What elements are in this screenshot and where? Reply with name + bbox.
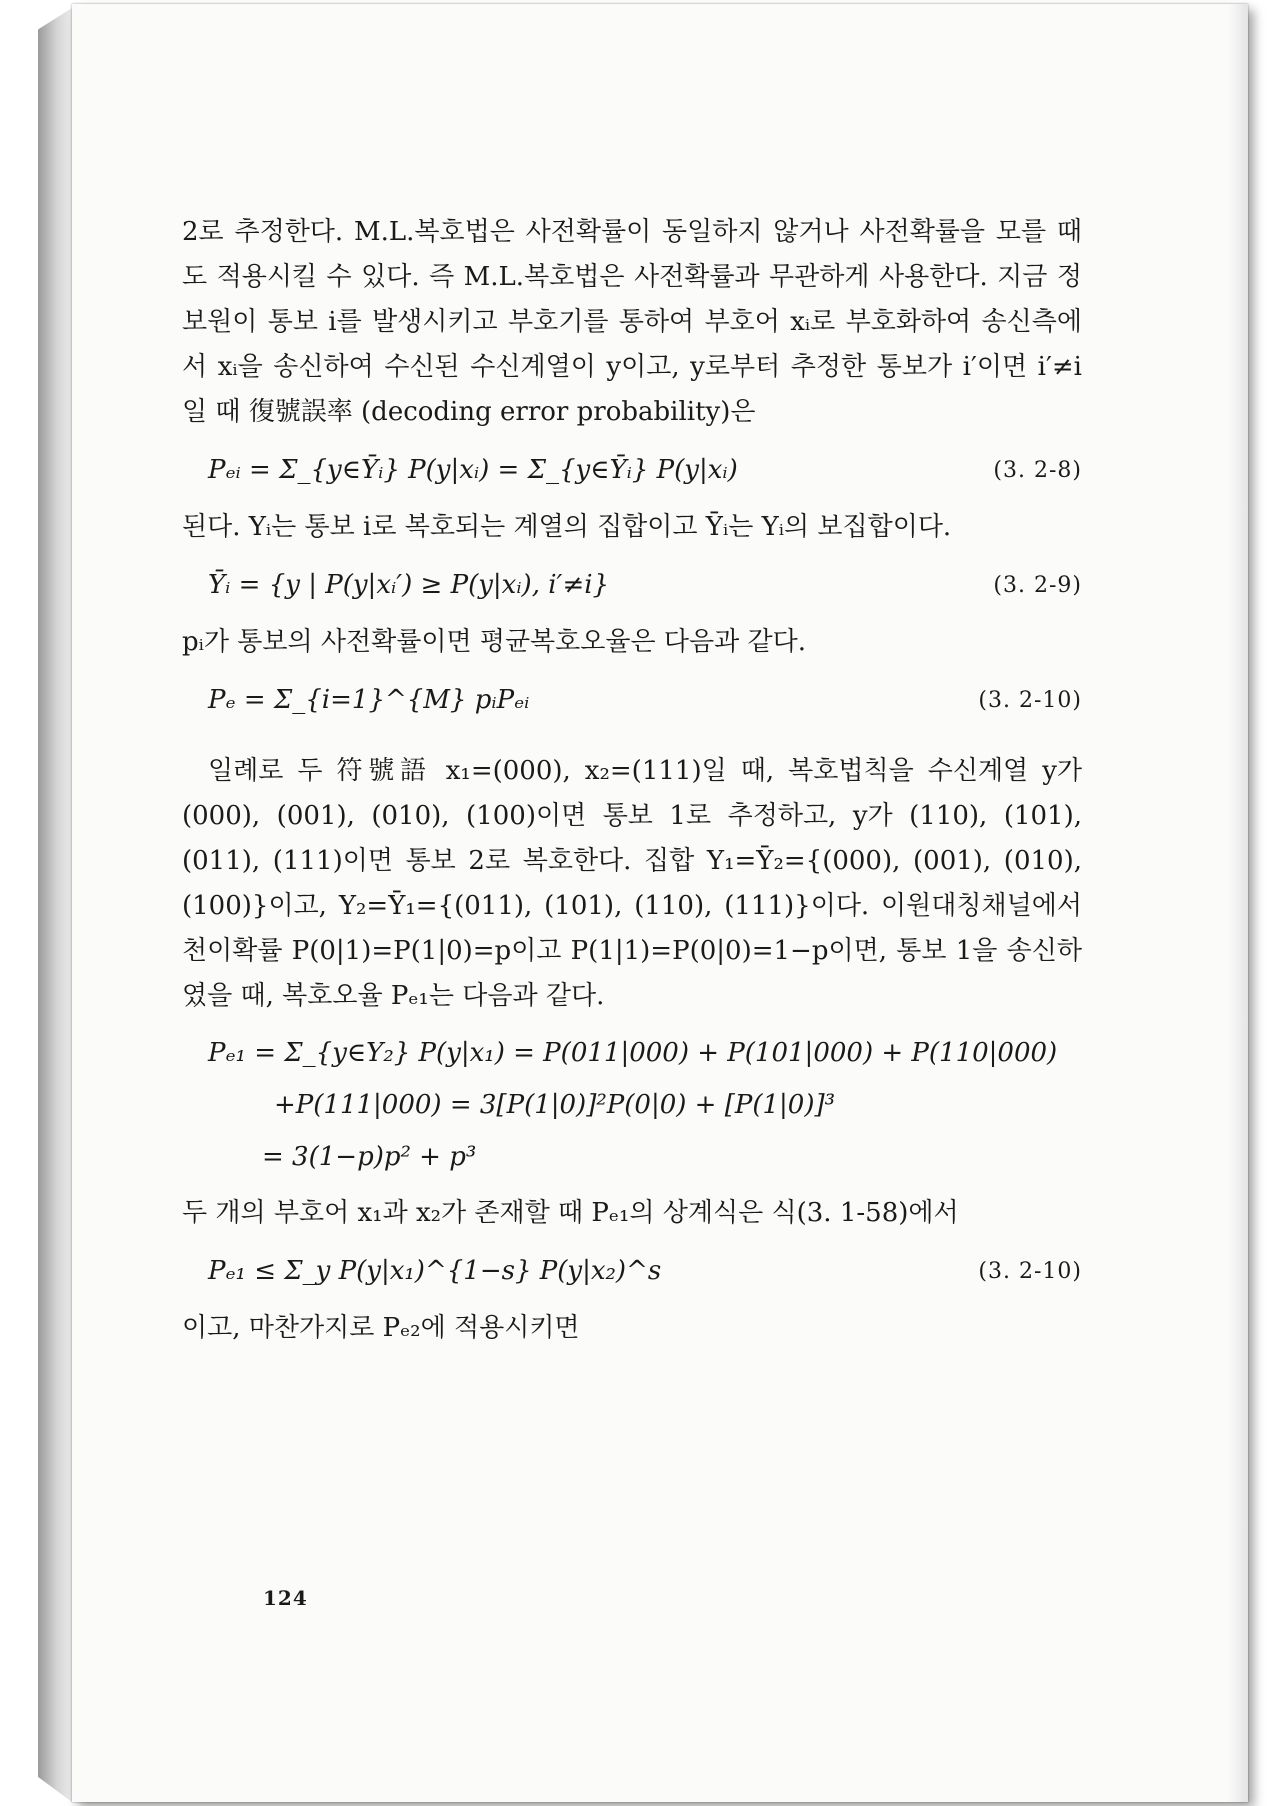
paragraph: 두 개의 부호어 x₁과 x₂가 존재할 때 Pₑ₁의 상계식은 식(3. 1-58)에서 [182,1198,959,1228]
equation-line: +P(111|000) = 3[P(1|0)]²P(0|0) + [P(1|0)]³ [274,1090,836,1120]
page-right-edge [1228,4,1248,1802]
equation [182,435,1082,505]
equation-line: = 3(1−p)p² + p³ [262,1142,477,1172]
equation-number: (3. 2-10) [978,687,1082,713]
equation-formula: Ȳᵢ = {y | P(y|xᵢ′) ≥ P(y|xᵢ), i′≠i} [208,569,610,600]
equation-number: (3. 2-8) [993,457,1082,483]
equation-number: (3. 2-9) [993,572,1082,598]
paragraph: 이고, 마찬가지로 Pₑ₂에 적용시키면 [182,1313,580,1343]
page-number: 124 [263,1586,308,1610]
equation-number: (3. 2-10) [978,1258,1082,1284]
equation [182,665,1082,735]
equation-line: Pₑ₁ = Σ_{y∈Y₂} P(y|x₁) = P(011|000) + P(101|000) + P(110|000) [208,1038,1058,1068]
book-spine-edge [38,8,72,1802]
equation [182,550,1082,620]
paragraph: 2로 추정한다. M.L.복호법은 사전확률이 동일하지 않거나 사전확률을 모를 때도 적용시킬 수 있다. 즉 M.L.복호법은 사전확률과 무관하게 사용한다. 지금 정보원이 통보 i를 발생시키고 부호기를 통하여 부호어 xᵢ로 부호화하여 송신측에서 xᵢ을 송신하여 수신된 수신계열이 y이고, y로부터 추정한 통보가 i′이면 i′≠i일 때 復號誤率 (decoding error probability)은 [182,217,1082,427]
page-content [182,210,1082,1351]
paragraph: 일례로 두 符號語 x₁=(000), x₂=(111)일 때, 복호법칙을 수신계열 y가 (000), (001), (010), (100)이면 통보 1로 추정하고, y가 (110), (101), (011), (111)이면 통보 2로 복호한다. 집합 Y₁=Ȳ₂={(000), (001), (010), (100)}이고, Y₂=Ȳ₁={(011), (101), (110), (111)}이다. 이원대칭채널에서 천이확률 P(0|1)=P(1|0)=p이고 P(1|1)=P(0|0)=1−p이면, 통보 1을 송신하였을 때, 복호오율 Pₑ₁는 다음과 같다. [182,756,1082,1011]
equation-formula: Pₑᵢ = Σ_{y∈Ȳᵢ} P(y|xᵢ) = Σ_{y∈Ȳᵢ} P(y|xᵢ) [208,454,738,485]
paragraph: 된다. Yᵢ는 통보 i로 복호되는 계열의 집합이고 Ȳᵢ는 Yᵢ의 보집합이다. [182,512,952,542]
equation-formula: Pₑ₁ ≤ Σ_y P(y|x₁)^{1−s} P(y|x₂)^s [208,1255,662,1286]
equation-formula: Pₑ = Σ_{i=1}^{M} pᵢPₑᵢ [208,684,530,715]
equation [182,1236,1082,1306]
paragraph: pᵢ가 통보의 사전확률이면 평균복호오율은 다음과 같다. [182,627,807,657]
multiline-equation [182,1027,1082,1183]
